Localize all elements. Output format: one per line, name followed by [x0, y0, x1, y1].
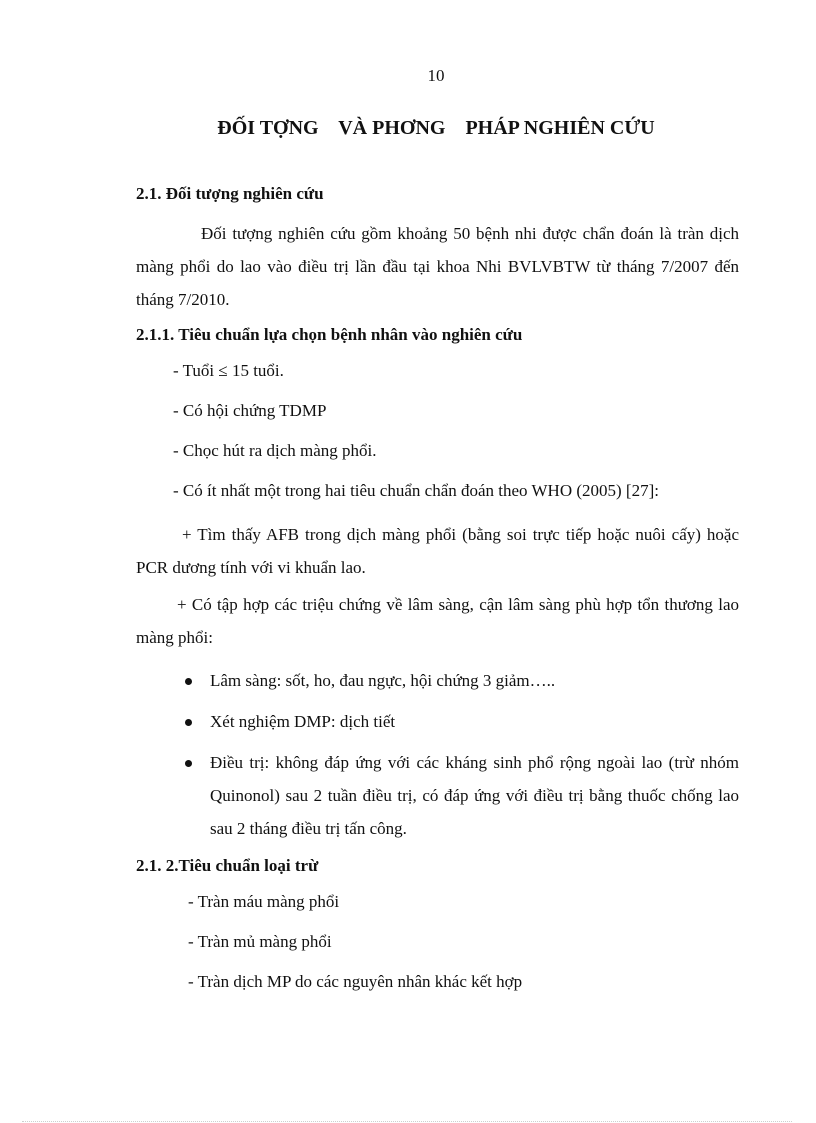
bullet-text: Điều trị: không đáp ứng với các kháng sinh phổ rộng ngoài lao (trừ nhóm Quinonol) sau 2 tuần điều trị, có đáp ứng với điều trị bằng thuốc chống lao sau 2 tháng điều trị tấn công. [210, 753, 739, 838]
criteria-item: - Có ít nhất một trong hai tiêu chuẩn chẩn đoán theo WHO (2005) [27]: [173, 481, 659, 500]
chapter-title: ĐỐI TỢNG VÀ PHƠNG PHÁP NGHIÊN CỨU [217, 117, 655, 139]
bullet-icon [185, 760, 192, 767]
exclusion-item: - Tràn máu màng phổi [188, 892, 340, 911]
footer-divider [22, 1121, 792, 1122]
section-heading-2-1: 2.1. Đối tượng nghiên cứu [136, 184, 324, 203]
bullet-text: Lâm sàng: sốt, ho, đau ngực, hội chứng 3 giảm….. [210, 671, 556, 690]
document-body [136, 181, 739, 1009]
bullet-text: Xét nghiệm DMP: dịch tiết [210, 712, 396, 731]
exclusion-item: - Tràn dịch MP do các nguyên nhân khác kết hợp [188, 972, 523, 991]
page-number: 10 [427, 66, 445, 85]
section-2-1-paragraph: Đối tượng nghiên cứu gồm khoảng 50 bệnh nhi được chẩn đoán là tràn dịch màng phổi do lao vào điều trị lần đầu tại khoa Nhi BVLVBTW từ tháng 7/2007 đến tháng 7/2010. [136, 224, 739, 309]
criteria-item: - Tuổi ≤ 15 tuổi. [173, 361, 284, 380]
section-heading-2-1-2: 2.1. 2.Tiêu chuẩn loại trừ [136, 856, 319, 875]
bullet-icon [185, 719, 192, 726]
criteria-item: - Có hội chứng TDMP [173, 401, 327, 420]
criteria-item: - Chọc hút ra dịch màng phổi. [173, 441, 377, 460]
criteria-plus-2: + Có tập hợp các triệu chứng về lâm sàng, cận lâm sàng phù hợp tổn thương lao màng phổi: [136, 595, 739, 647]
bullet-item [136, 705, 739, 738]
bullet-icon [185, 678, 192, 685]
bullet-item [136, 664, 739, 697]
criteria-plus-1: + Tìm thấy AFB trong dịch màng phổi (bằng soi trực tiếp hoặc nuôi cấy) hoặc PCR dương tính với vi khuẩn lao. [136, 525, 739, 577]
criteria-bullet-list [136, 664, 739, 845]
exclusion-item: - Tràn mủ màng phổi [188, 932, 332, 951]
section-heading-2-1-1: 2.1.1. Tiêu chuẩn lựa chọn bệnh nhân vào nghiên cứu [136, 325, 523, 344]
bullet-item [136, 746, 739, 845]
